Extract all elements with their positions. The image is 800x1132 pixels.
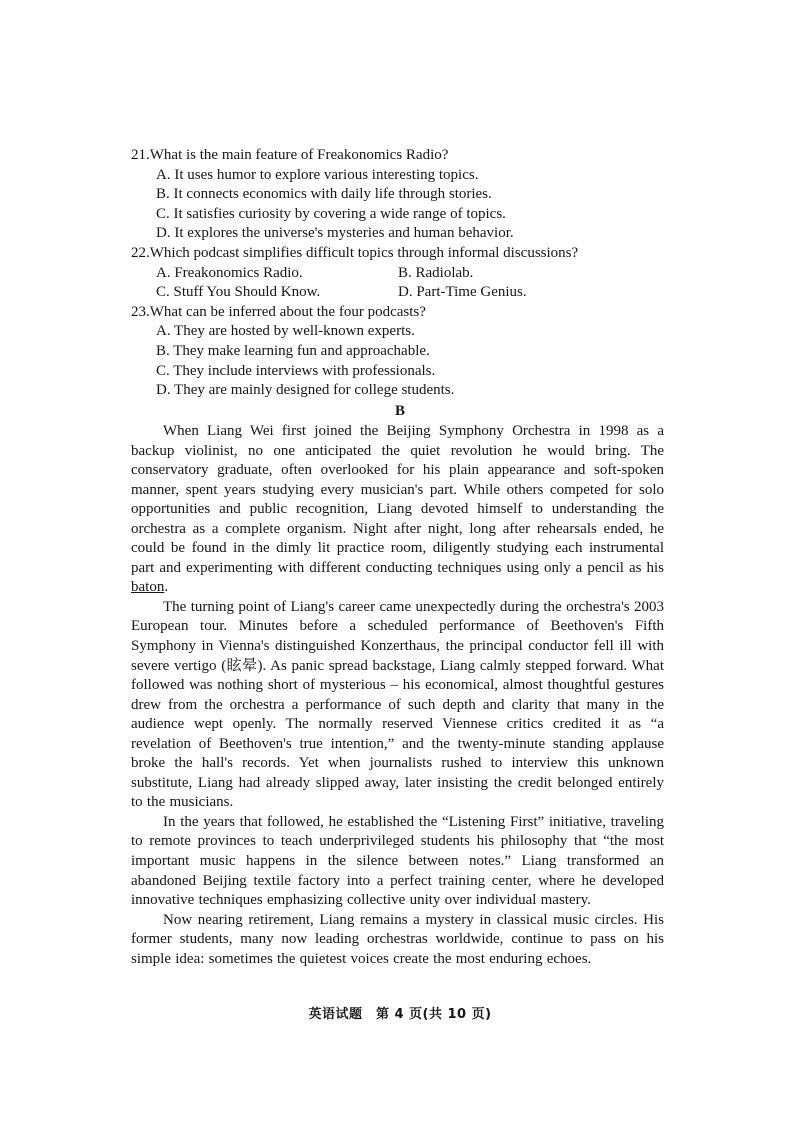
option-row (131, 264, 671, 284)
option-d: D. Part-Time Genius. (398, 284, 527, 301)
paragraph-1-end: . (164, 579, 169, 596)
question-stem: What can be inferred about the four podcasts? (149, 303, 426, 320)
option-b: B. They make learning fun and approachable. (156, 342, 430, 359)
page-footer: 英语试题 第 4 页(共 10 页) (308, 1007, 492, 1022)
underlined-word: baton (131, 579, 165, 596)
question-21 (131, 146, 671, 166)
paragraph-2: The turning point of Liang's career came unexpectedly during the orchestra's 2003 European tour. Minutes before a scheduled performance of Beethoven's Fifth Symphony in Vienna's distinguished Konzerthaus, the principal conductor fell ill with severe vertigo (眩晕). As panic spread backstage, Liang calmly stepped forward. What followed was nothing short of mysterious – his economical, almost thoughtful gestures drew from the orchestra a performance of such depth and clarity that many in the audience wept openly. The normally reserved Viennese critics credited it as “a revelation of Beethoven's true intention,” and the twenty-minute standing applause broke the hall's records. Yet when journalists rushed to interview this unknown substitute, Liang had already slipped away, later insisting the credit belonged entirely to the musicians. (131, 598, 664, 811)
question-stem: What is the main feature of Freakonomics Radio? (149, 147, 449, 163)
option-d: D. It explores the universe's mysteries and human behavior. (156, 225, 514, 242)
paragraph-1 (131, 422, 664, 598)
question-23 (131, 303, 671, 323)
question-number: 23. (131, 303, 150, 320)
option-c: C. Stuff You Should Know. (156, 284, 321, 301)
question-number: 22. (131, 244, 150, 261)
paragraph-3: In the years that followed, he established the “Listening First” initiative, traveling to remote provinces to teach underprivileged students his philosophy that “the most important music happens in the silence between notes.” Liang transformed an abandoned Beijing textile factory into a perfect training center, where he developed innovative techniques emphasizing collective unity over individual mastery. (131, 813, 664, 909)
option-a: A. It uses humor to explore various interesting topics. (156, 166, 479, 183)
question-list (131, 146, 671, 401)
option-b: B. Radiolab. (398, 264, 474, 281)
option-b: B. It connects economics with daily life through stories. (156, 186, 492, 203)
option-c: C. They include interviews with professionals. (156, 362, 436, 379)
section-heading: B (394, 403, 405, 419)
paragraph-1-text: When Liang Wei first joined the Beijing Symphony Orchestra in 1998 as a backup violinist, no one anticipated the quiet revolution he would bring. The conservatory graduate, often overlooked for his plain appearance and soft-spoken manner, spent years studying every musician's part. While others competed for solo opportunities and public recognition, Liang devoted himself to understanding the orchestra as a complete organism. Night after night, long after rehearsals ended, he could be found in the dimly lit practice room, diligently studying each instrumental part and experimenting with different conducting techniques using only a pencil as his (131, 423, 664, 576)
reading-passage (131, 422, 664, 969)
question-22 (131, 244, 671, 264)
option-a: A. They are hosted by well-known experts. (156, 323, 415, 340)
question-stem: Which podcast simplifies difficult topics through informal discussions? (149, 244, 579, 261)
question-number: 21. (131, 147, 150, 163)
paragraph-4: Now nearing retirement, Liang remains a mystery in classical music circles. His former students, many now leading orchestras worldwide, continue to pass on his simple idea: sometimes the quietest voices create the most enduring echoes. (131, 911, 664, 967)
option-row (131, 283, 671, 303)
option-a: A. Freakonomics Radio. (156, 264, 303, 281)
option-c: C. It satisfies curiosity by covering a wide range of topics. (156, 205, 506, 222)
option-d: D. They are mainly designed for college students. (156, 382, 455, 399)
